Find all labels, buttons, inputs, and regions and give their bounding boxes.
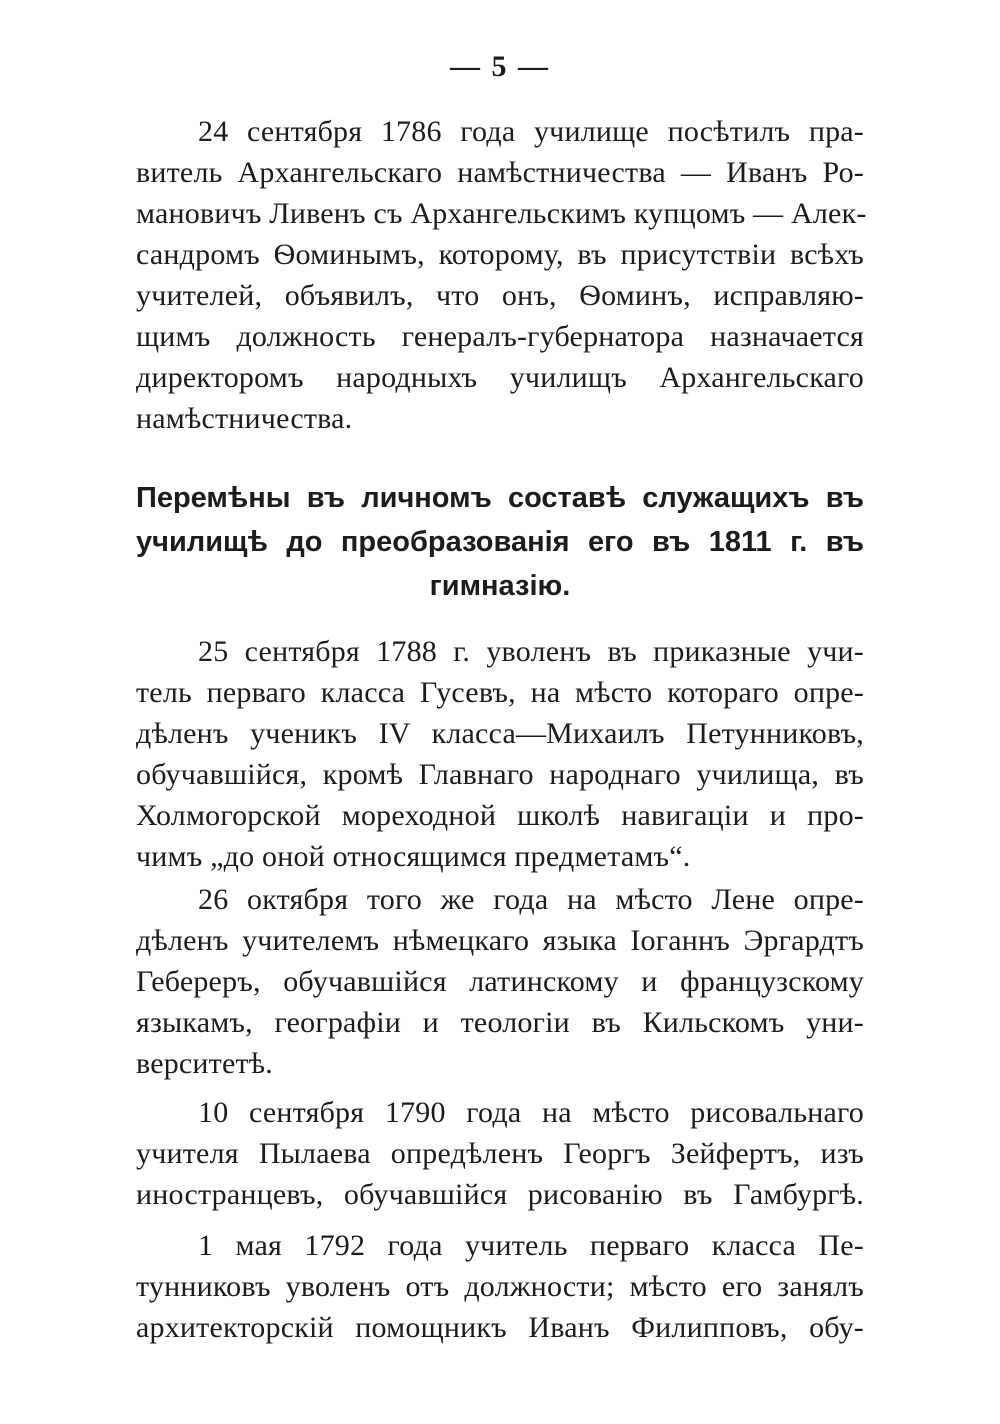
text-line: дѣленъ ученикъ IV класса—Михаилъ Петунниковъ, [136, 717, 864, 750]
text-line: дѣленъ учителемъ нѣмецкаго языка Іоганнъ Эргардтъ [136, 924, 864, 957]
text-line: тунниковъ уволенъ отъ должности; мѣсто его занялъ [136, 1270, 864, 1303]
text-line: языкамъ, географіи и теологіи въ Кильскомъ уни- [136, 1006, 864, 1039]
text-line: верситетѣ. [136, 1047, 273, 1080]
text-line: щимъ должность генералъ-губернатора назначается [136, 320, 864, 353]
heading-line: гимназію. [429, 570, 571, 602]
text-line: директоромъ народныхъ училищъ Архангельскаго [136, 361, 864, 394]
text-line: мановичъ Ливенъ съ Архангельскимъ купцомъ — Алек- [136, 197, 867, 230]
text-line: намѣстничества. [136, 402, 353, 435]
text-line: 26 октября того же года на мѣсто Лене опре- [198, 883, 864, 916]
text-line: сандромъ Ѳоминымъ, которому, въ присутствіи всѣхъ [136, 238, 864, 271]
heading-line: Перемѣны въ личномъ составѣ служащихъ въ [136, 482, 864, 514]
text-line: витель Архангельскаго намѣстничества — Иванъ Ро- [136, 156, 864, 189]
text-line: 10 сентября 1790 года на мѣсто рисовальнаго [198, 1096, 864, 1129]
text-line: 25 сентября 1788 г. уволенъ въ приказные учи- [198, 635, 864, 668]
text-line: архитекторскій помощникъ Иванъ Филипповъ, обу- [136, 1311, 864, 1344]
text-line: иностранцевъ, обучавшійся рисованію въ Гамбургѣ. [136, 1178, 864, 1211]
page-number: — 5 — [450, 50, 550, 83]
text-line: 1 мая 1792 года учитель перваго класса Пе- [198, 1229, 864, 1262]
text-line: обучавшійся, кромѣ Главнаго народнаго училища, въ [136, 758, 864, 791]
heading-line: училищѣ до преобразованія его въ 1811 г. въ [136, 526, 864, 558]
text-line: 24 сентября 1786 года училище посѣтилъ пра- [198, 115, 864, 148]
text-line: тель перваго класса Гусевъ, на мѣсто котораго опре- [136, 676, 864, 709]
text-line: учителей, объявилъ, что онъ, Ѳоминъ, исправляю- [136, 279, 864, 312]
text-line: Холмогорской мореходной школѣ навигаціи и про- [136, 799, 864, 832]
text-line: Геберeръ, обучавшійся латинскому и французскому [136, 965, 864, 998]
text-line: чимъ „до оной относящимся предметамъ“. [136, 840, 691, 873]
text-line: учителя Пылаева опредѣленъ Георгъ Зейфертъ, изъ [136, 1137, 864, 1170]
